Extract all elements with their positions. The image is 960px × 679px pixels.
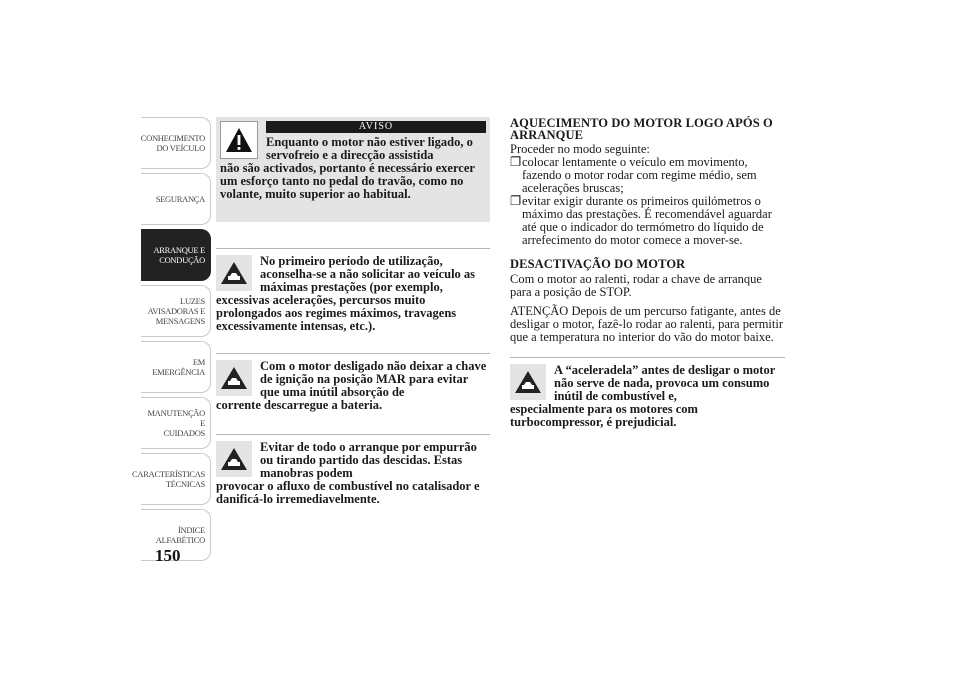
note-3-rest: provocar o afluxo de combustível no catalisador e danificá-lo irremediavelmente. xyxy=(216,479,480,506)
tab-indice[interactable]: ÍNDICE ALFABÉTICO xyxy=(141,509,211,561)
car-note-icon xyxy=(216,360,252,396)
car-note-icon xyxy=(510,364,546,400)
warning-box xyxy=(216,117,490,222)
section-1-intro: Proceder no modo seguinte: xyxy=(510,142,650,156)
section-2-para-2: ATENÇÃO Depois de um percurso fatigante, antes de desligar o motor, fazê-lo rodar ao ralenti, para permitir que a temperatura no interior do vão do motor baixe. xyxy=(510,304,783,344)
tab-caracteristicas[interactable]: CARACTERÍSTICAS TÉCNICAS xyxy=(141,453,211,505)
note-2-lead: Com o motor desligado não deixar a chave de ignição na posição MAR para evitar que uma inútil absorção de xyxy=(260,359,487,399)
list-item-text: evitar exigir durante os primeiros quilómetros o máximo das prestações. É recomendável aguardar até que o indicador do termómetro do líquido de arrefecimento do motor comece a mover-se. xyxy=(522,194,772,247)
note-3-lead: Evitar de todo o arranque por empurrão ou tirando partido das descidas. Estas manobras podem xyxy=(260,440,477,480)
section-2-para-1: Com o motor ao ralenti, rodar a chave de arranque para a posição de STOP. xyxy=(510,272,762,299)
note-2-rest: corrente descarregue a bateria. xyxy=(216,398,383,412)
warning-title: AVISO xyxy=(266,121,486,133)
page-number: 150 xyxy=(155,546,181,565)
chapter-tabs xyxy=(132,117,211,565)
checkbox-bullet-icon: ❐ xyxy=(510,194,522,208)
warning-lead-text: Enquanto o motor não estiver ligado, o servofreio e a direcção assistida xyxy=(266,135,473,162)
list-item-text: colocar lentamente o veículo em movimento, fazendo o motor rodar com regime médio, sem acelerações bruscas; xyxy=(522,155,757,195)
tab-seguranca[interactable]: SEGURANÇA xyxy=(141,173,211,225)
car-note-icon xyxy=(216,255,252,291)
tab-conhecimento[interactable]: CONHECIMENTO DO VEÍCULO xyxy=(141,117,211,169)
note-1-lead: No primeiro período de utilização, aconselha-se a não solicitar ao veículo as máximas prestações (por exemplo, xyxy=(260,254,476,294)
warning-triangle-icon xyxy=(220,121,258,159)
tab-manutencao[interactable]: MANUTENÇÃO E CUIDADOS xyxy=(141,397,211,449)
note-3 xyxy=(216,434,490,506)
note-1 xyxy=(216,248,490,333)
note-right xyxy=(510,357,785,429)
warning-rest-text: não são activados, portanto é necessário exercer um esforço tanto no pedal do travão, como no volante, muito superior ao habitual. xyxy=(220,161,475,201)
list-item xyxy=(510,156,785,195)
car-note-icon xyxy=(216,441,252,477)
note-2 xyxy=(216,353,490,412)
note-right-rest: especialmente para os motores com turbocompressor, é prejudicial. xyxy=(510,402,698,429)
note-right-lead: A “aceleradela” antes de desligar o motor não serve de nada, provoca um consumo inútil de combustível e, xyxy=(554,363,776,403)
list-item xyxy=(510,195,785,247)
right-column xyxy=(510,117,785,429)
note-1-rest: excessivas acelerações, percursos muito prolongados aos regimes máximos, travagens excessivamente intensas, etc.). xyxy=(216,293,457,333)
tab-arranque[interactable]: ARRANQUE E CONDUÇÃO xyxy=(141,229,211,281)
section-2-title: DESACTIVAÇÃO DO MOTOR xyxy=(510,257,686,271)
tab-emergencia[interactable]: EM EMERGÊNCIA xyxy=(141,341,211,393)
checkbox-bullet-icon: ❐ xyxy=(510,155,522,169)
section-1-title: AQUECIMENTO DO MOTOR LOGO APÓS O ARRANQUE xyxy=(510,116,773,142)
left-column xyxy=(216,117,490,506)
tab-luzes[interactable]: LUZES AVISADORAS E MENSAGENS xyxy=(141,285,211,337)
